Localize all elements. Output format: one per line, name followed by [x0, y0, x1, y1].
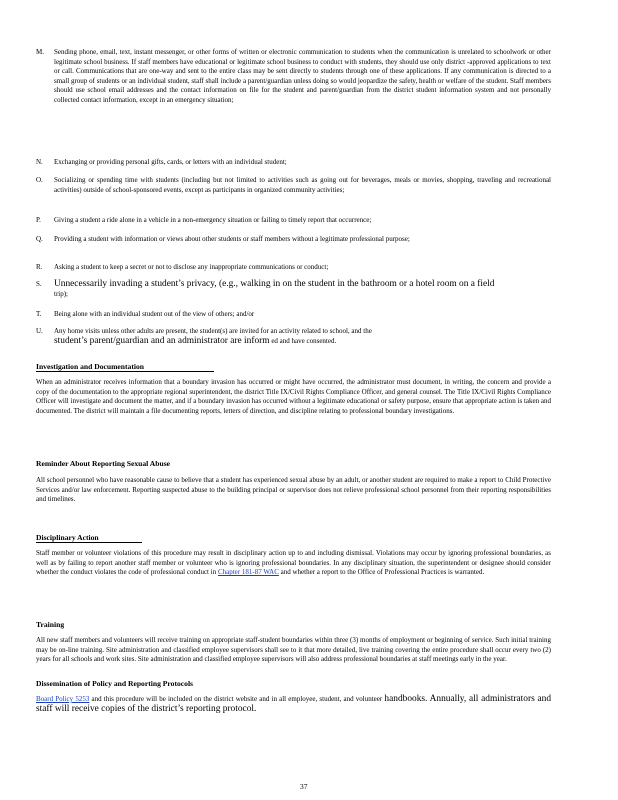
list-letter: P.	[36, 216, 41, 224]
investigation-body: When an administrator receives information that a boundary invasion has occurred or might have occurred, the administrator must document, in writing, the concern and provide a copy of the documentation to the appropriate regional superintendent, the district Title IX/Civil Rights Compliance Officer, and general counsel. The Title IX/Civil Rights Compliance Officer will investigate and document the matter, and if a boundary invasion has occurred without a legitimate educational or safety purpose, ensure that appropriate action is taken and documented. The district will maintain a file documenting reports, letters of direction, and discipline relating to professional boundary investigations.	[36, 378, 551, 415]
disciplinary-body	[36, 549, 551, 578]
list-text: Being alone with an individual student out of the view of others; and/or	[54, 310, 255, 318]
page-number: 37	[300, 782, 308, 791]
list-item-u	[36, 327, 551, 346]
list-item-p	[36, 216, 551, 226]
reminder-body: All school personnel who have reasonable cause to believe that a student has experienced sexual abuse by an adult, or another student are required to make a report to Child Protective Services and/or law enforcement. Reporting suspected abuse to the building principal or supervisor does not relieve professional school personnel from their reporting responsibilities and timelines.	[36, 476, 551, 504]
dissemination-text-large: handbooks. Annually, all administrators and staff will receive copies of the district’s reporting protocol.	[36, 694, 552, 714]
dissemination-text: and this procedure will be included on the district website and in all employee, student, and volunteer	[91, 695, 383, 703]
list-text-large: Unnecessarily invading a student’s privacy, (e.g., walking in on the student in the bathroom or a hotel room on a field	[54, 279, 495, 289]
list-letter: N.	[36, 158, 43, 166]
list-letter: T.	[36, 310, 42, 318]
list-item-s	[36, 280, 551, 299]
training-body: All new staff members and volunteers will receive training on appropriate staff-student boundaries within three (3) months of employment or beginning of service. Such initial training may be on-line training. Site administration and classified employee supervisors shall see to it that more detailed, live training covering the entire procedure shall occur every two (2) years for all schools and work sites. Site administration and classified employee supervisors will also address professional boundaries at staff meetings early in the year.	[36, 636, 551, 664]
reminder-heading: Reminder About Reporting Sexual Abuse	[36, 459, 171, 468]
list-text: Sending phone, email, text, instant messenger, or other forms of written or electronic communication to students when the communication is unrelated to schoolwork or other legitimate school business. If staff members have educational or legitimate school business to conduct with students, they should use only district -approved applications to text or call. Communications that are one-way and sent to the entire class may be sent directly to students through one of these applications. If any communication is directed to a small group of students or an individual student, staff shall include a parent/guardian unless doing so would jeopardize the safety, health or welfare of the student. Staff members should use school email addresses and the contact information on file for the student and parent/guardian from the district student information system and not personally collected contact information, except in an emergency situation;	[54, 48, 551, 104]
list-text: Socializing or spending time with students (including but not limited to activities such as going out for beverages, meals or movies, shopping, traveling and recreational activities) outside of school-sponsored events, except as participants in organized community activities;	[54, 176, 551, 194]
board-policy-link[interactable]: Board Policy 5253	[36, 695, 90, 703]
list-letter: Q.	[36, 235, 43, 243]
wac-chapter-link[interactable]: Chapter 181-87 WAC	[217, 568, 279, 577]
investigation-heading: Investigation and Documentation	[36, 362, 214, 372]
list-text-end: ed and have consented.	[271, 336, 337, 345]
list-text: trip);	[54, 289, 68, 298]
list-item-n	[36, 158, 551, 168]
dissemination-body	[36, 695, 551, 714]
list-item-q	[36, 235, 551, 245]
training-heading: Training	[36, 620, 65, 629]
list-letter: R.	[36, 263, 43, 271]
list-item-t	[36, 310, 551, 320]
dissemination-heading: Dissemination of Policy and Reporting Protocols	[36, 679, 194, 688]
list-letter: O.	[36, 176, 43, 184]
disciplinary-text-end: and whether a report to the Office of Professional Practices is warranted.	[280, 568, 485, 577]
list-item-r	[36, 263, 551, 273]
list-letter: M.	[36, 48, 44, 56]
list-text: Any home visits unless other adults are present, the student(s) are invited for an activity related to school, and the	[54, 327, 372, 335]
list-text: Asking a student to keep a secret or not to disclose any inappropriate communications or conduct;	[54, 263, 329, 271]
disciplinary-heading: Disciplinary Action	[36, 533, 142, 543]
list-text-large: student’s parent/guardian and an administrator are inform	[54, 335, 270, 346]
list-letter: U.	[36, 327, 43, 335]
disciplinary-text: Staff member or volunteer violations of this procedure may result in disciplinary action up to and including dismissal. Violations may occur by ignoring professional boundaries, as well as by failing to report another staff member or volunteer who is ignoring professional boundaries. In any disciplinary situation, the superintendent or designee should consider whether the conduct violates the code of professional conduct in	[36, 549, 551, 577]
list-text: Giving a student a ride alone in a vehicle in a non-emergency situation or failing to timely report that occurrence;	[54, 216, 372, 224]
list-item-o	[36, 176, 551, 195]
list-text: Exchanging or providing personal gifts, cards, or letters with an individual student;	[54, 158, 287, 166]
list-text: Providing a student with information or views about other students or staff members without a legitimate professional purpose;	[54, 235, 410, 243]
list-item-m	[36, 48, 551, 106]
list-letter: S.	[36, 280, 42, 288]
